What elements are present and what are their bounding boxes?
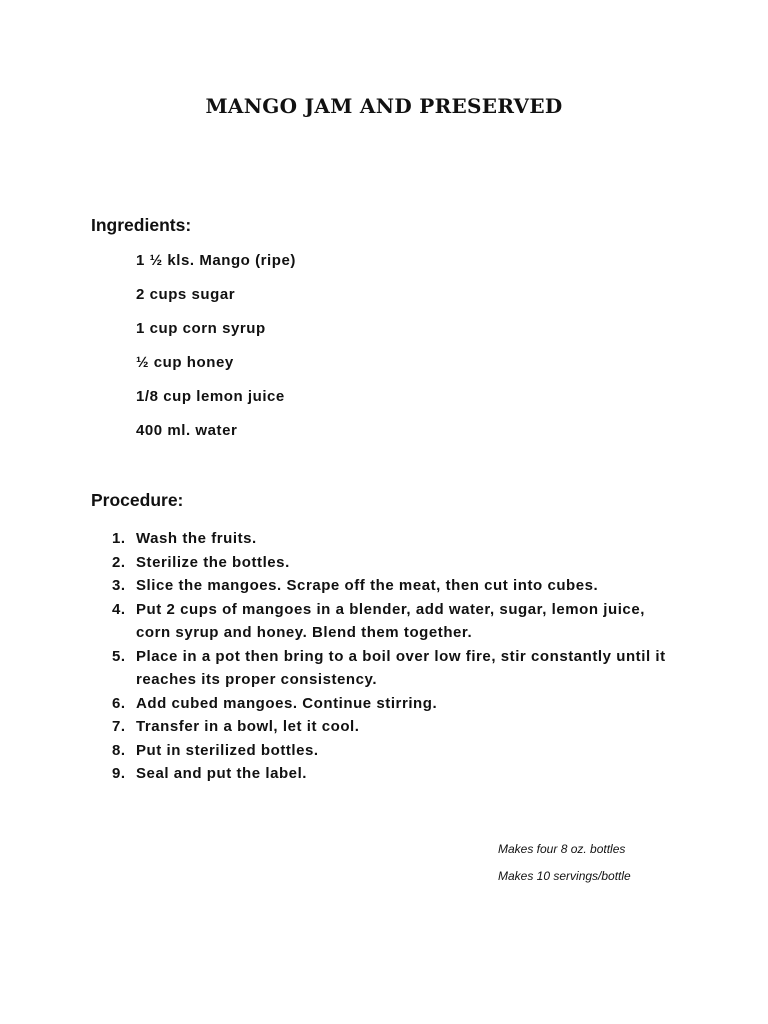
- ingredient-item: 2 cups sugar: [136, 286, 236, 303]
- step-number: 4.: [112, 600, 126, 618]
- procedure-step: [112, 715, 672, 739]
- procedure-step: [112, 574, 672, 598]
- step-text: Add cubed mangoes. Continue stirring.: [136, 694, 438, 712]
- document-title: MANGO JAM AND PRESERVED: [205, 94, 563, 118]
- step-text: Seal and put the label.: [136, 765, 308, 782]
- step-number: 7.: [112, 718, 126, 735]
- ingredient-item: ½ cup honey: [136, 354, 234, 371]
- step-text: Put 2 cups of mangoes in a blender, add water, sugar, lemon juice, corn syrup and honey. Blend them together.: [136, 600, 645, 641]
- ingredients-heading: Ingredients:: [91, 215, 192, 235]
- yield-notes: [498, 841, 631, 895]
- procedure-step: [112, 692, 672, 716]
- ingredient-item: 400 ml. water: [136, 422, 238, 439]
- step-text: Transfer in a bowl, let it cool.: [136, 718, 360, 735]
- step-text: Place in a pot then bring to a boil over low fire, stir constantly until it reaches its proper consistency.: [136, 647, 666, 688]
- procedure-step: [112, 739, 672, 763]
- procedure-heading: Procedure:: [91, 490, 184, 510]
- procedure-step: [112, 762, 672, 786]
- step-text: Slice the mangoes. Scrape off the meat, then cut into cubes.: [136, 577, 599, 594]
- yield-note: Makes four 8 oz. bottles: [498, 842, 626, 856]
- ingredients-list: [136, 252, 296, 456]
- step-number: 6.: [112, 694, 126, 712]
- yield-note: Makes 10 servings/bottle: [498, 869, 631, 883]
- step-text: Sterilize the bottles.: [136, 553, 290, 571]
- procedure-step: [112, 645, 672, 692]
- procedure-step: [112, 527, 672, 551]
- procedure-list: [112, 527, 672, 786]
- ingredient-item: 1 cup corn syrup: [136, 320, 266, 337]
- step-number: 1.: [112, 530, 126, 547]
- ingredient-item: 1 ½ kls. Mango (ripe): [136, 252, 296, 269]
- step-text: Wash the fruits.: [136, 530, 257, 547]
- step-number: 9.: [112, 765, 126, 782]
- step-number: 5.: [112, 647, 126, 665]
- procedure-step: [112, 598, 672, 645]
- step-number: 2.: [112, 553, 126, 571]
- step-number: 3.: [112, 577, 126, 594]
- step-number: 8.: [112, 741, 126, 759]
- ingredient-item: 1/8 cup lemon juice: [136, 388, 285, 405]
- step-text: Put in sterilized bottles.: [136, 741, 319, 759]
- procedure-step: [112, 551, 672, 575]
